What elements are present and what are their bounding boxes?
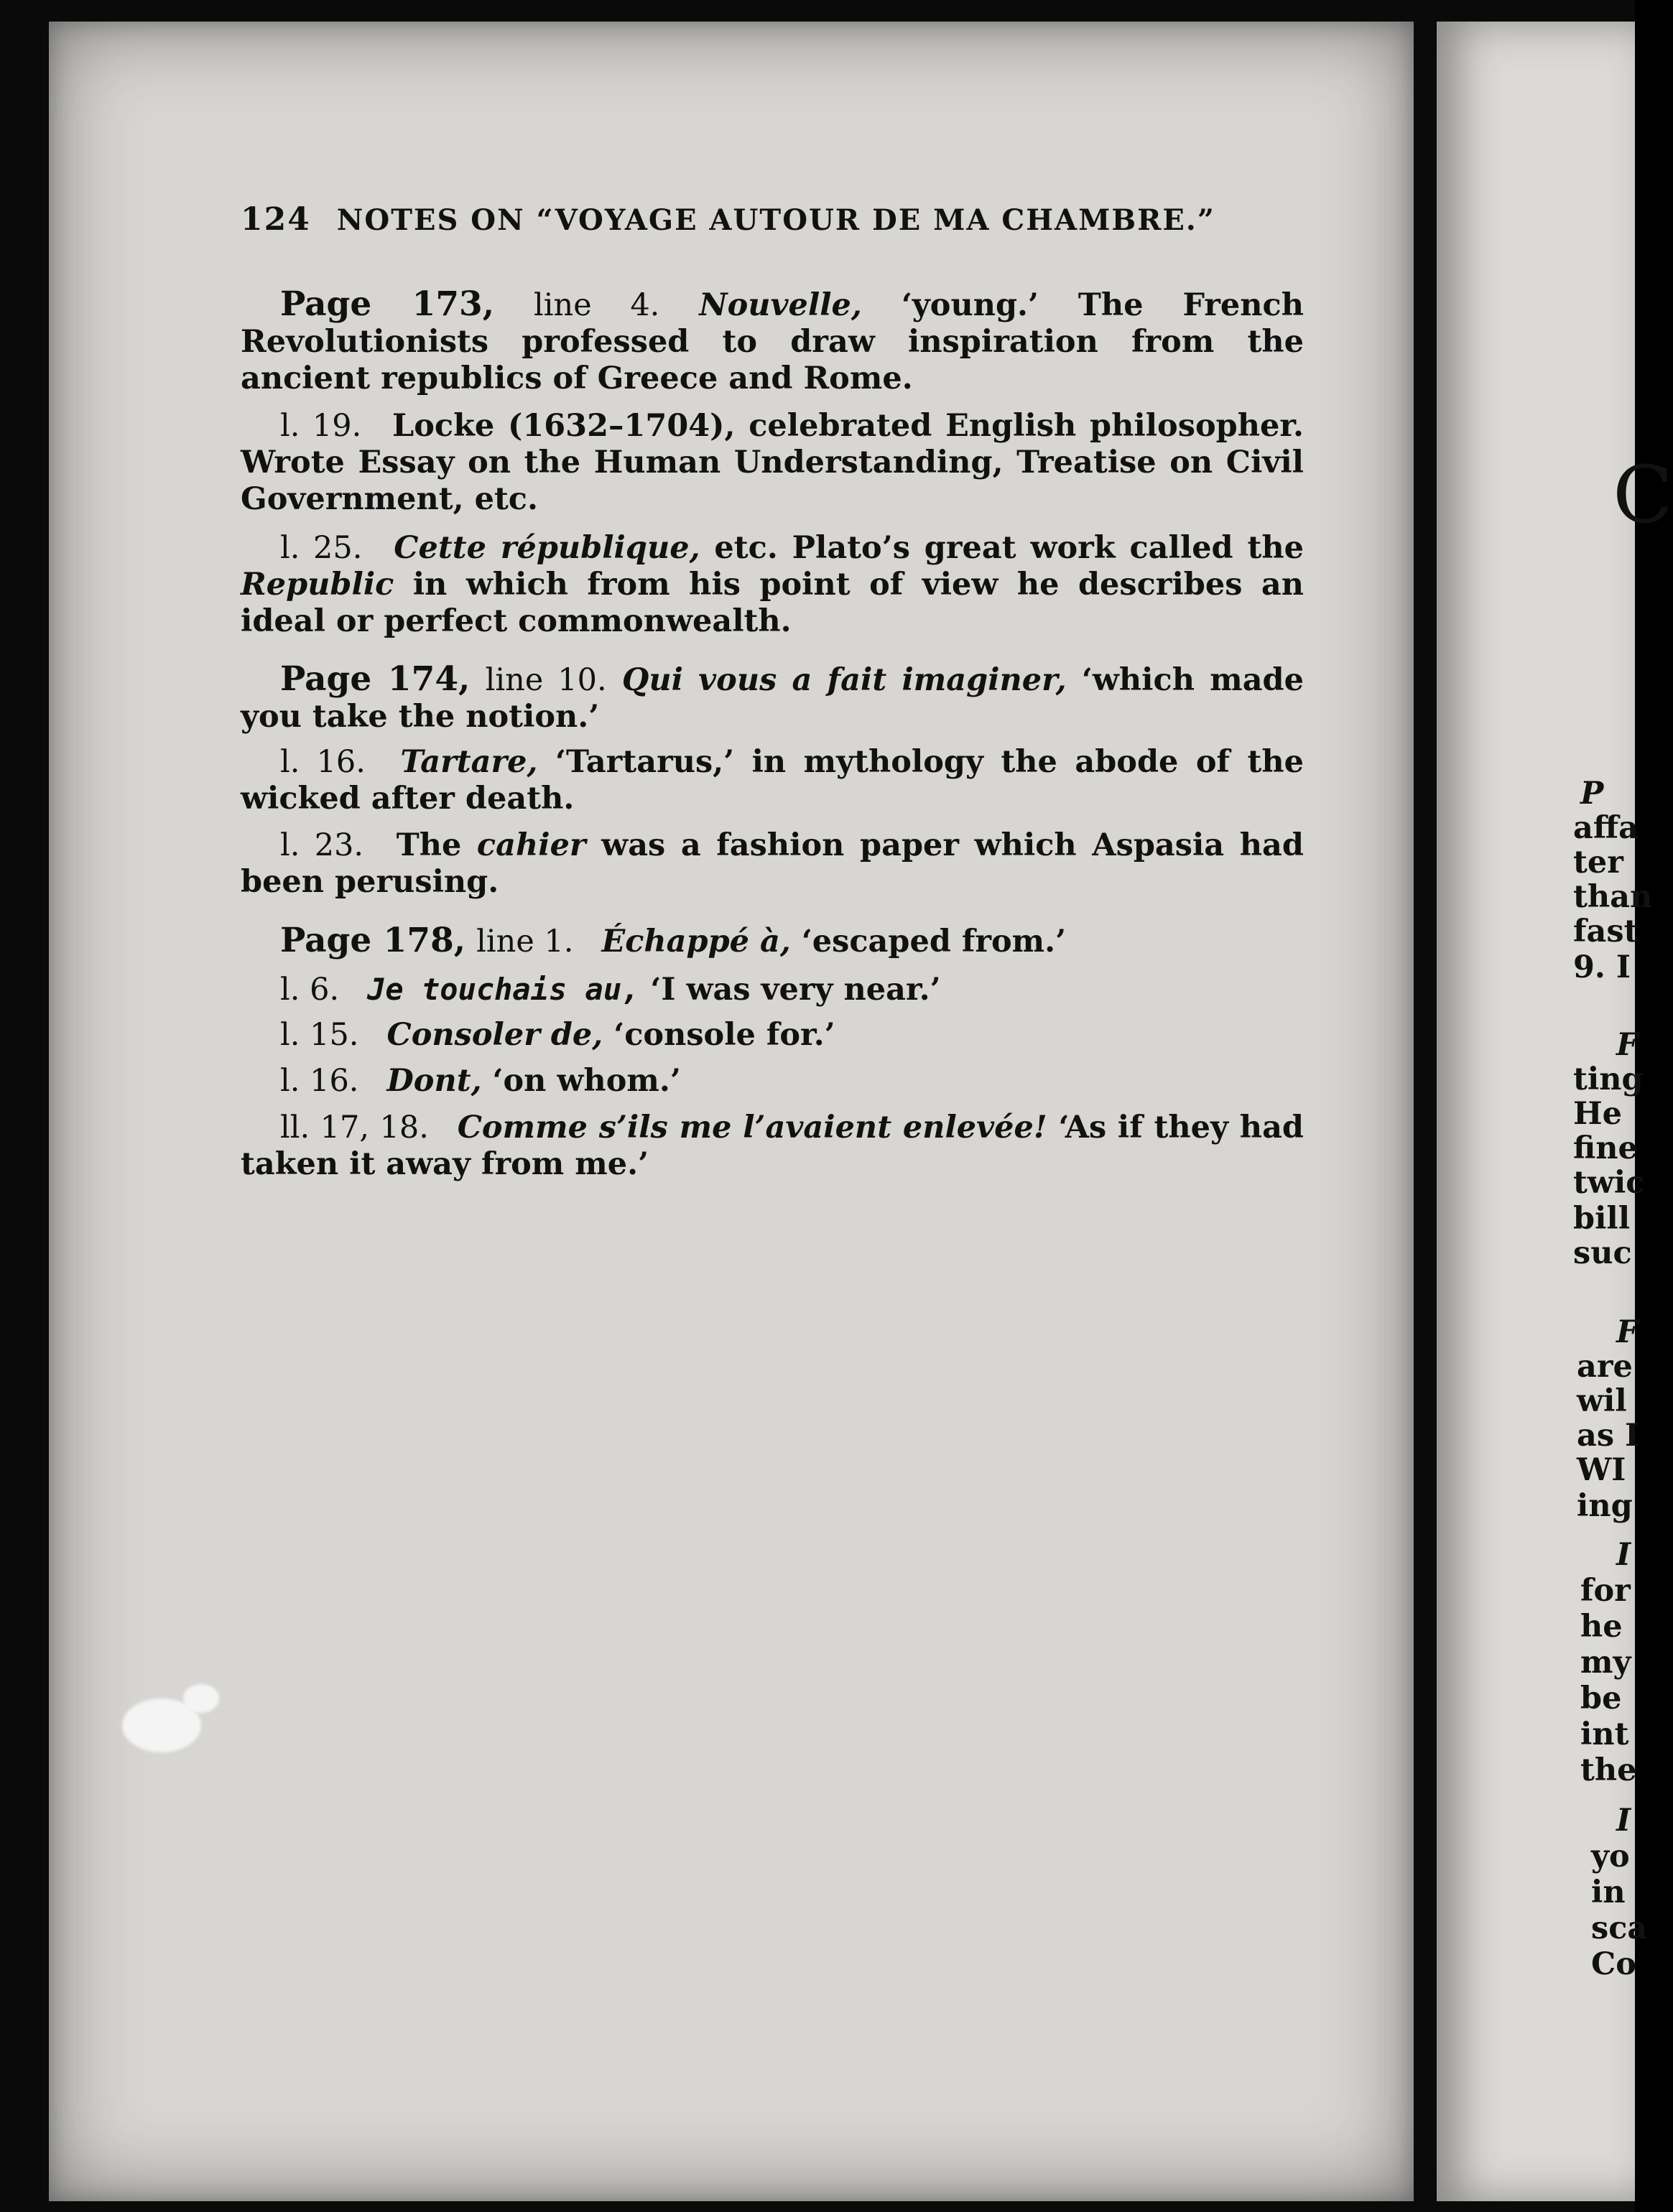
french-term: Comme s’ils me l’avaient enlevée! <box>457 1110 1047 1146</box>
note-gloss: in which from his point of view he describes an ideal or perfect commonwealth. <box>241 567 1304 639</box>
note-entry <box>241 922 1304 960</box>
line-reference: line 4. <box>534 287 660 323</box>
facing-page-line-fragment: ting <box>1573 1061 1644 1097</box>
facing-page-line-fragment: I <box>1616 1803 1631 1839</box>
facing-page-line-fragment: ter <box>1573 845 1623 880</box>
french-term: Tartare, <box>400 744 538 780</box>
note-gloss: ‘As if they had taken it away from me.’ <box>241 1110 1304 1182</box>
page-reference: Page 178, <box>280 921 466 960</box>
note-gloss: ‘on whom.’ <box>492 1063 681 1099</box>
line-reference: l. 23. <box>280 827 364 863</box>
note-gloss: ‘which made you take the notion.’ <box>241 662 1304 735</box>
note-entry <box>241 971 1304 1008</box>
facing-page-line-fragment: F <box>1616 1314 1639 1350</box>
facing-page-line-fragment: fast <box>1573 914 1639 949</box>
facing-page-line-fragment: he <box>1580 1609 1623 1645</box>
facing-page-line-fragment: fine <box>1573 1130 1638 1166</box>
french-term: Qui vous a fait imaginer, <box>621 662 1067 698</box>
line-reference: l. 6. <box>280 972 340 1008</box>
note-gloss: ‘escaped from.’ <box>801 924 1067 959</box>
facing-page-line-fragment: ing <box>1577 1488 1633 1524</box>
line-reference: line 10. <box>485 662 607 698</box>
facing-page-line-fragment: I <box>1616 1537 1631 1573</box>
facing-page-large-letter: C <box>1613 449 1673 541</box>
facing-page-line-fragment: bill <box>1573 1201 1631 1237</box>
note-entry <box>241 1063 1304 1100</box>
facing-page-line-fragment: for <box>1580 1573 1631 1609</box>
facing-page-line-fragment: are <box>1577 1349 1633 1385</box>
french-term: Consoler de, <box>386 1017 603 1053</box>
paper-damage-spot <box>183 1684 219 1713</box>
note-gloss: The <box>396 827 462 863</box>
facing-page-line-fragment: sca <box>1591 1910 1648 1946</box>
note-entry <box>241 408 1304 518</box>
facing-page-line-fragment: suc <box>1573 1235 1632 1271</box>
facing-page-line-fragment: F <box>1616 1027 1639 1063</box>
line-reference: l. 15. <box>280 1017 359 1053</box>
french-term: Dont, <box>386 1063 482 1099</box>
facing-page-line-fragment: 9. I <box>1573 949 1631 985</box>
note-gloss: ‘young.’ The French Revolutionists professed to draw inspiration from the ancient republics of Greece and Rome. <box>241 287 1304 396</box>
facing-page-line-fragment: yo <box>1591 1839 1630 1874</box>
note-entry <box>241 286 1304 397</box>
note-entry <box>241 827 1304 901</box>
note-entry <box>241 1110 1304 1183</box>
work-title: Republic <box>241 567 394 603</box>
note-gloss: ‘I was very near.’ <box>650 972 941 1008</box>
note-gloss: was a fashion paper which Aspasia had been perusing. <box>241 827 1304 900</box>
note-entry <box>241 744 1304 817</box>
note-gloss: etc. Plato’s great work called the <box>714 530 1304 566</box>
line-reference: line 1. <box>476 924 574 959</box>
note-gloss: Locke (1632–1704), celebrated English philosopher. Wrote Essay on the Human Understanding, Treatise on Civil Government, etc. <box>241 408 1304 517</box>
facing-page-line-fragment: int <box>1580 1716 1629 1752</box>
french-term: Nouvelle, <box>699 287 862 323</box>
note-entry <box>241 1017 1304 1054</box>
page-reference: Page 174, <box>280 659 471 699</box>
line-reference: l. 19. <box>280 408 362 444</box>
facing-page-line-fragment: wil <box>1577 1383 1627 1419</box>
running-title: NOTES ON “VOYAGE AUTOUR DE MA CHAMBRE.” <box>336 203 1215 237</box>
note-gloss: ‘console for.’ <box>613 1017 835 1053</box>
facing-page-line-fragment: Co <box>1591 1946 1636 1982</box>
page-reference: Page 173, <box>280 284 495 324</box>
french-term: Échappé à, <box>601 924 791 959</box>
note-entry <box>241 530 1304 640</box>
facing-page-line-fragment: as I <box>1577 1418 1640 1454</box>
facing-page-line-fragment: He <box>1573 1096 1622 1132</box>
french-term: Je touchais au, <box>367 972 640 1007</box>
note-gloss: ‘Tartarus,’ in mythology the abode of the wicked after death. <box>241 744 1304 817</box>
facing-page-line-fragment: in <box>1591 1874 1626 1910</box>
facing-page-line-fragment: my <box>1580 1645 1631 1681</box>
note-entry <box>241 661 1304 735</box>
facing-page-line-fragment: than <box>1573 879 1653 915</box>
facing-page-line-fragment: twic <box>1573 1165 1645 1201</box>
french-term: Cette république, <box>394 530 700 566</box>
facing-page-line-fragment: affa <box>1573 810 1639 846</box>
line-reference: ll. 17, 18. <box>280 1110 429 1146</box>
page-number: 124 <box>241 201 311 238</box>
facing-page-line-fragment: WI <box>1577 1452 1626 1488</box>
facing-page-line-fragment: the <box>1580 1752 1637 1788</box>
facing-page-line-fragment: be <box>1580 1681 1622 1716</box>
running-header <box>241 201 1304 238</box>
line-reference: l. 16. <box>280 744 366 780</box>
facing-page-line-fragment: P <box>1580 776 1604 812</box>
french-term: cahier <box>476 827 586 863</box>
line-reference: l. 25. <box>280 530 363 566</box>
line-reference: l. 16. <box>280 1063 359 1099</box>
